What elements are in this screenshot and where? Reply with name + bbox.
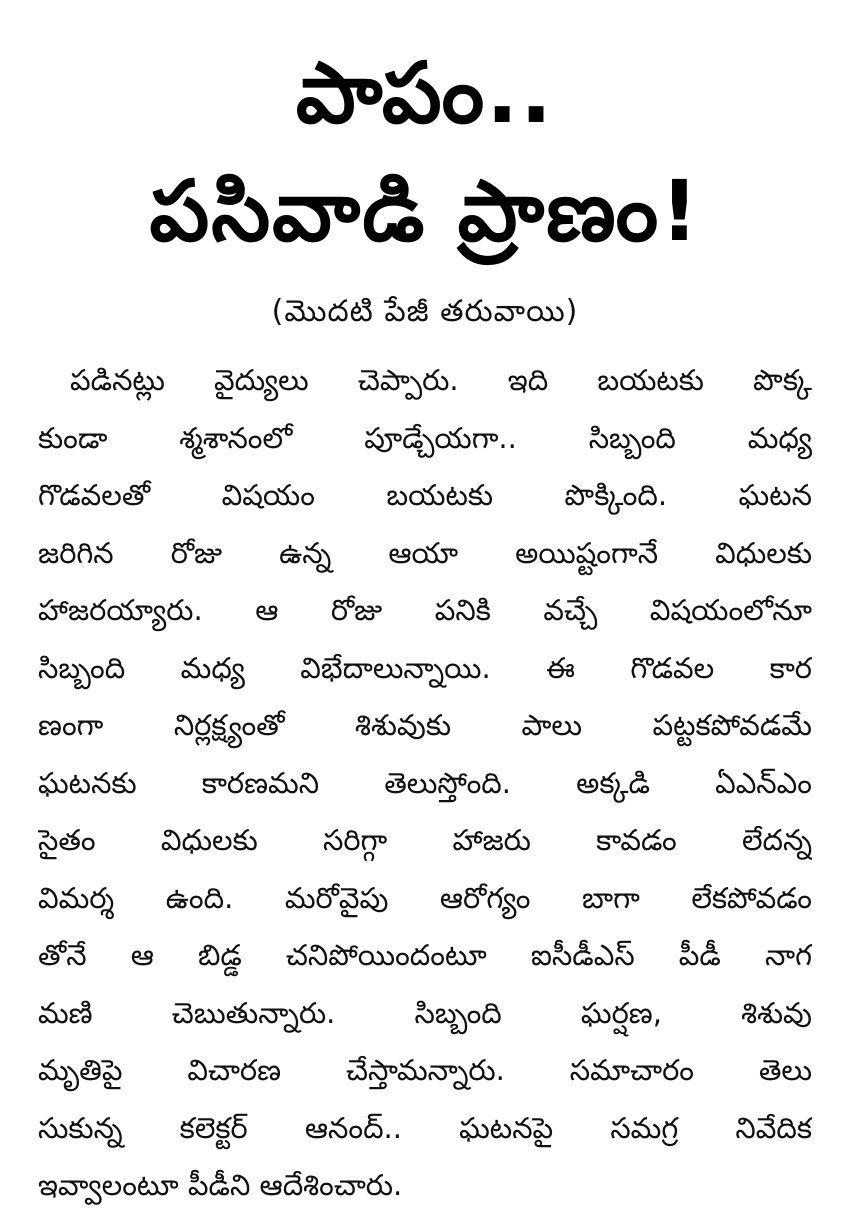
body-line: సిబ్బంది మధ్య విభేదాలున్నాయి. ఈ గొడవల కార	[38, 650, 812, 685]
body-line: హాజరయ్యారు. ఆ రోజు పనికి వచ్చే విషయంలోనూ	[38, 593, 812, 627]
body-line: తోనే ఆ బిడ్డ చనిపోయిందంటూ ఐసీడీఎస్ పీడీ నాగ	[38, 938, 812, 972]
body-line: ఇవ్వాలంటూ పీడీని ఆదేశించారు.	[38, 1168, 403, 1202]
headline-line-1: పాపం..	[295, 44, 555, 142]
headline	[20, 34, 830, 270]
body-line: ణంగా నిర్లక్ష్యంతో శిశువుకు పాలు పట్టకపోవడమే	[38, 708, 812, 742]
headline-line-2: పసివాడి ప్రాణం!	[149, 162, 701, 260]
continuation-note: (మొదటి పేజీ తరువాయి)	[271, 294, 579, 329]
body-line: జరిగిన రోజు ఉన్న ఆయా అయిష్టంగానే విధులకు	[38, 535, 812, 570]
body-line: ఘటనకు కారణమని తెలుస్తోంది. అక్కడి ఏఎన్ఎం	[38, 765, 812, 800]
body-line: విమర్శ ఉంది. మరోవైపు ఆరోగ్యం బాగా లేకపోవడం	[38, 880, 812, 915]
article-body	[38, 352, 812, 1215]
body-line: సుకున్న కలెక్టర్ ఆనంద్.. ఘటనపై సమగ్ర నివేదిక	[38, 1110, 812, 1145]
body-line: కుండా శ్మశానంలో పూడ్చేయగా.. సిబ్బంది మధ్య	[38, 420, 812, 455]
headline-block	[20, 34, 830, 270]
body-line: సైతం విధులకు సరిగ్గా హాజరు కావడం లేదన్న	[38, 823, 812, 857]
body-line: మణి చెబుతున్నారు. సిబ్బంది ఘర్షణ, శిశువు	[38, 995, 812, 1030]
body-line: మృతిపై విచారణ చేస్తామన్నారు. సమాచారం తెలు	[38, 1053, 812, 1087]
body-line: పడినట్లు వైద్యులు చెప్పారు. ఇది బయటకు పొక్క	[70, 363, 812, 397]
body-line: గొడవలతో విషయం బయటకు పొక్కింది. ఘటన	[38, 478, 812, 512]
